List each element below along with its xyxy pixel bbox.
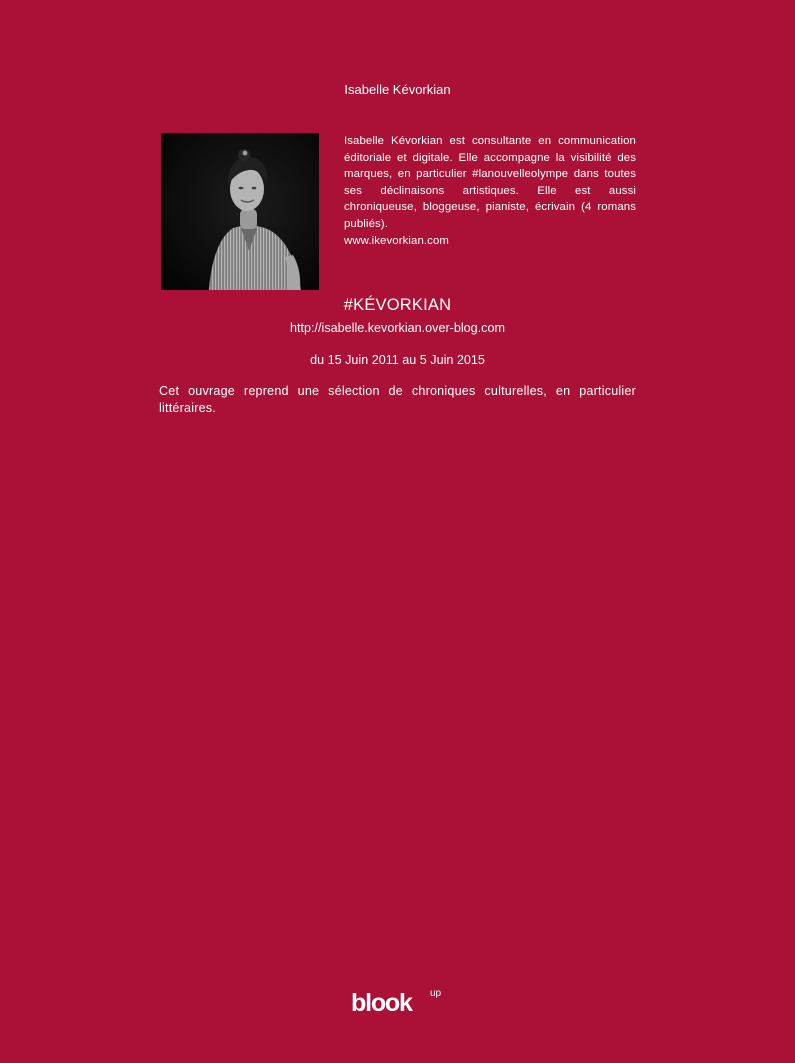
author-bio-text: Isabelle Kévorkian est consultante en communication éditoriale et digitale. Elle accompagne la visibilité des marques, en particulier #lanouvelleolympe dans toutes ses déclinaisons artistiques. Elle est aussi chroniqueuse, bloggeuse, pianiste, écrivain (4 romans publiés). [344, 135, 636, 230]
book-description: Cet ouvrage reprend une sélection de chroniques culturelles, en particulier littéraires. [159, 384, 636, 415]
author-website-link[interactable]: www.ikevorkian.com [344, 234, 449, 247]
author-bio [344, 133, 636, 249]
blog-url-link[interactable]: http://isabelle.kevorkian.over-blog.com [290, 321, 505, 335]
portrait-photo [161, 133, 319, 290]
blookup-logo [351, 988, 447, 1020]
logo-superscript: up [430, 988, 442, 999]
author-portrait [161, 133, 319, 290]
book-title: #KÉVORKIAN [343, 296, 452, 314]
logo-wordmark: blook [351, 989, 412, 1017]
date-range: du 15 Juin 2011 au 5 Juin 2015 [310, 353, 485, 367]
author-name: Isabelle Kévorkian [344, 82, 451, 97]
